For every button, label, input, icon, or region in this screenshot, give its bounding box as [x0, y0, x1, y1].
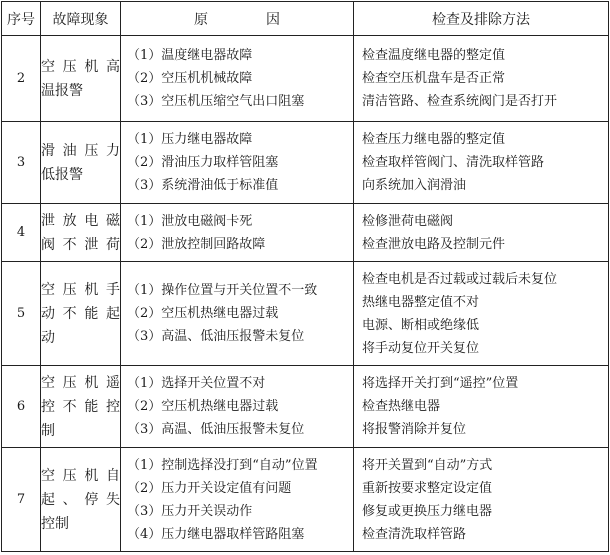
symptom-line: 空压机手: [41, 281, 120, 298]
row-number: 4: [2, 204, 41, 262]
row-number: 5: [2, 262, 41, 366]
fix-item: 检查泄放电路及控制元件: [362, 236, 506, 252]
header-cause: [121, 2, 354, 36]
fix-item: 检查压力继电器的整定值: [362, 132, 506, 147]
table-row: [2, 262, 609, 366]
symptom-line: 控制: [41, 515, 69, 532]
fix-item: 检查温度继电器的整定值: [362, 48, 506, 63]
fix-item: 热继电器整定值不对: [362, 294, 480, 310]
fix-item: 修复或更换压力继电器: [362, 503, 493, 519]
row-fixes: [354, 122, 609, 204]
fix-item: 检查空压机盘车是否正常: [362, 71, 506, 86]
table-row: [2, 366, 609, 448]
fault-table: [1, 1, 609, 552]
row-symptom: [41, 448, 121, 552]
cause-item: （3）空压机压缩空气出口阻塞: [127, 94, 305, 109]
fix-item: 重新按要求整定设定值: [362, 480, 493, 496]
fix-item: 将开关置到“自动”方式: [362, 457, 493, 473]
row-number: 3: [2, 122, 41, 204]
row-symptom: [41, 36, 121, 122]
cause-item: （1）选择开关位置不对: [127, 376, 266, 391]
cause-item: （4）压力继电器取样管路阻塞: [127, 526, 305, 542]
fix-item: 检查热继电器: [362, 399, 441, 414]
row-causes: [121, 262, 354, 366]
fix-item: 将选择开关打到“遥控”位置: [362, 376, 519, 391]
cause-item: （3）系统滑油低于标准值: [127, 178, 279, 193]
row-causes: [121, 366, 354, 448]
fix-item: 将报警消除并复位: [362, 422, 467, 437]
row-fixes: [354, 366, 609, 448]
header-symptom: 故障现象: [41, 2, 121, 36]
fix-item: 电源、断相或绝缘低: [362, 317, 480, 333]
fix-item: 将手动复位开关复位: [362, 340, 480, 356]
symptom-line: 泄放电磁: [41, 212, 120, 229]
cause-item: （2）空压机机械故障: [127, 71, 253, 86]
row-symptom: [41, 366, 121, 448]
cause-item: （1）温度继电器故障: [127, 48, 253, 63]
row-symptom: [41, 204, 121, 262]
cause-item: （3）高温、低油压报警未复位: [127, 422, 305, 437]
row-number: 6: [2, 366, 41, 448]
table-row: [2, 122, 609, 204]
header-no: 序号: [2, 2, 41, 36]
row-fixes: [354, 448, 609, 552]
row-causes: [121, 36, 354, 122]
symptom-line: 起、停失: [41, 491, 120, 508]
symptom-line: 阀不泄荷: [41, 236, 120, 253]
cause-item: （3）压力开关误动作: [127, 503, 253, 519]
row-causes: [121, 448, 354, 552]
cause-item: （1）泄放电磁阀卡死: [127, 213, 253, 229]
cause-item: （1）控制选择没打到“自动”位置: [127, 457, 318, 473]
row-number: 2: [2, 36, 41, 122]
cause-item: （2）空压机热继电器过载: [127, 306, 279, 321]
fix-item: 检查电机是否过载或过载后未复位: [362, 271, 558, 287]
table-row: [2, 204, 609, 262]
row-symptom: [41, 262, 121, 366]
header-cause-a: 原: [194, 11, 208, 28]
row-fixes: [354, 262, 609, 366]
table-row: [2, 36, 609, 122]
fix-item: 检修泄荷电磁阀: [362, 213, 454, 229]
symptom-line: 低报警: [41, 166, 83, 183]
symptom-line: 制: [41, 422, 55, 439]
cause-item: （1）压力继电器故障: [127, 132, 253, 147]
header-cause-b: 因: [266, 11, 280, 28]
symptom-line: 空压机高: [41, 58, 120, 75]
cause-item: （3）高温、低油压报警未复位: [127, 329, 305, 344]
row-number: 7: [2, 448, 41, 552]
cause-item: （2）压力开关设定值有问题: [127, 480, 292, 496]
cause-item: （2）滑油压力取样管阻塞: [127, 155, 279, 170]
cause-item: （1）操作位置与开关位置不一致: [127, 283, 318, 298]
fix-item: 检查清洗取样管路: [362, 526, 467, 542]
table-header-row: [2, 2, 609, 36]
symptom-line: 空压机自: [41, 467, 120, 484]
symptom-line: 动: [41, 329, 55, 346]
cause-item: （2）空压机热继电器过载: [127, 399, 279, 414]
symptom-line: 空压机遥: [41, 374, 120, 391]
row-causes: [121, 122, 354, 204]
row-causes: [121, 204, 354, 262]
symptom-line: 滑油压力: [41, 142, 120, 159]
fix-item: 检查取样管阀门、清洗取样管路: [362, 155, 545, 170]
symptom-line: 控不能控: [41, 398, 120, 415]
row-symptom: [41, 122, 121, 204]
row-fixes: [354, 36, 609, 122]
cause-item: （2）泄放控制回路故障: [127, 236, 266, 252]
fix-item: 向系统加入润滑油: [362, 178, 467, 193]
table-row: [2, 448, 609, 552]
symptom-line: 温报警: [41, 82, 83, 99]
row-fixes: [354, 204, 609, 262]
fix-item: 清洁管路、检查系统阀门是否打开: [362, 94, 558, 109]
header-fix: 检查及排除方法: [354, 2, 609, 36]
symptom-line: 动不能起: [41, 305, 120, 322]
